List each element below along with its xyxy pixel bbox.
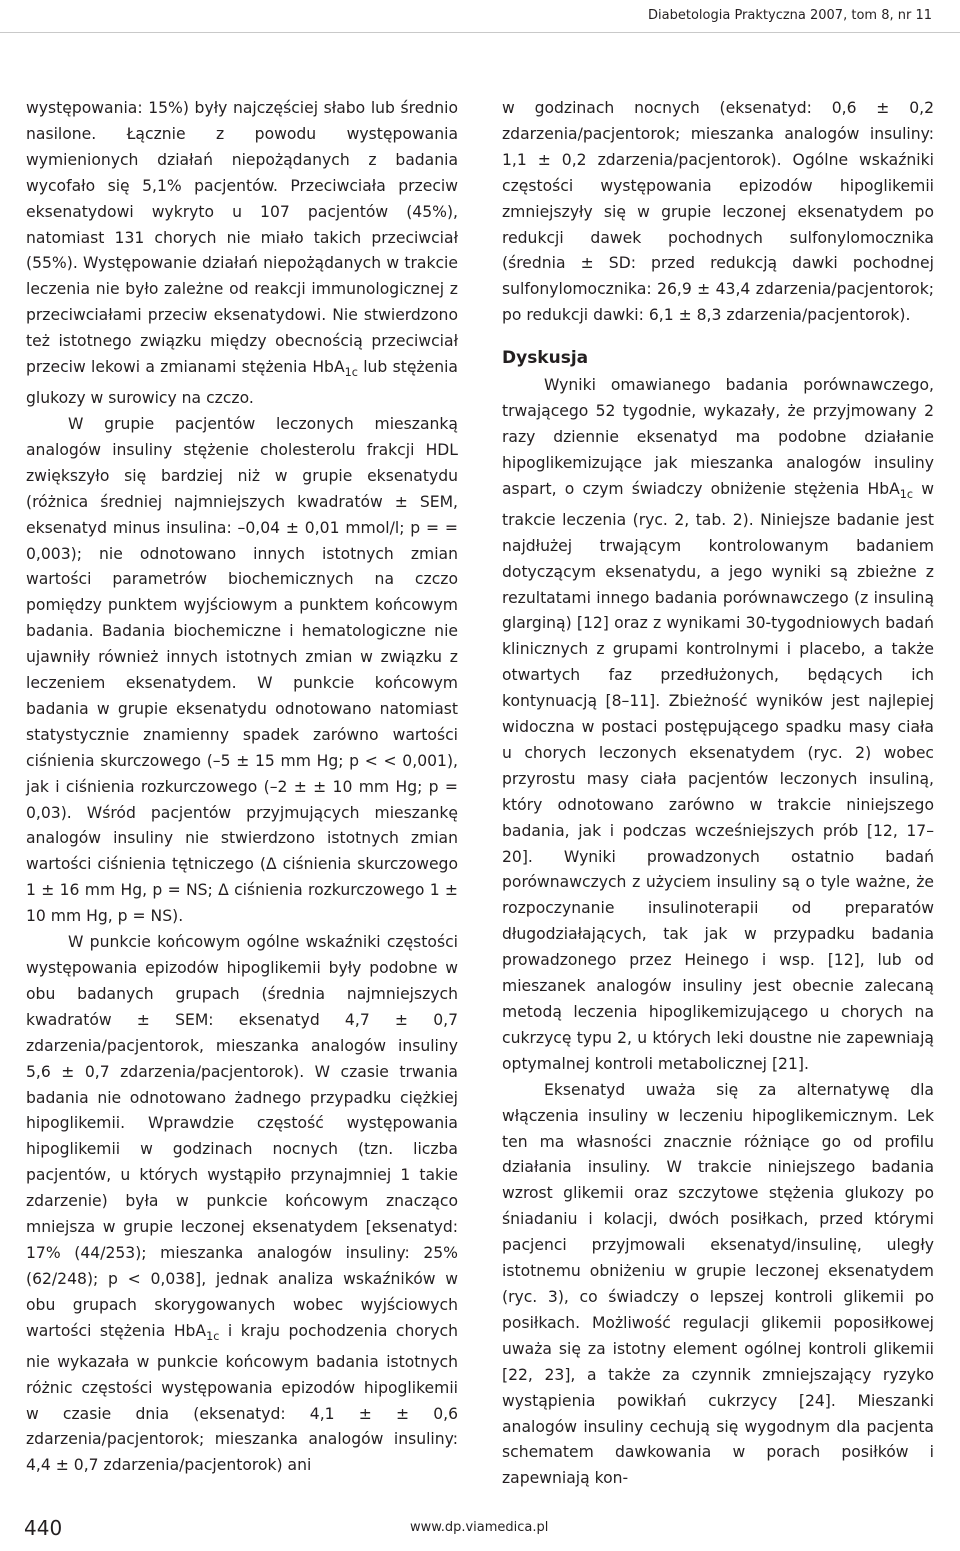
footer-url: www.dp.viamedica.pl bbox=[410, 1520, 549, 1535]
section-heading-dyskusja: Dyskusja bbox=[502, 348, 589, 369]
left-paragraph-3: W punkcie końcowym ogólne wskaźniki częstości występowania epizodów hipoglikemii były podobne w obu badanych grupach (średnia najmniejszych kwadratów ± SEM: eksenatyd 4,7 ± 0,7 zdarzenia/pacjentorok, mieszanka analogów insuliny 5,6 ± 0,7 zdarzenia/pacjentorok). W czasie trwania badania nie odnotowano żadnego przypadku ciężkiej hipoglikemii. Wprawdzie częstość występowania hipoglikemii w godzinach nocnych (tzn. liczba pacjentów, u których wystąpiło przynajmniej 1 takie zdarzenie) była w punkcie końcowym znacząco mniejsza w grupie leczonej eksenatydem [eksenatyd: 17% (44/253); mieszanka analogów insuliny: 25% (62/248); p < 0,038], jednak analiza wskaźników w obu grupach skorygowanych wobec wyjściowych wartości stężenia HbA$_{1c}$ i kraju pochodzenia chorych nie wykazała w punkcie końcowym badania istotnych różnic częstości występowania epizodów hipoglikemii w czasie dnia (eksenatyd: 4,1 ± ± 0,6 zdarzenia/pacjentorok; mieszanka analogów insuliny: 4,4 ± 0,7 zdarzenia/pacjentorok) ani bbox=[26, 933, 458, 1475]
running-head: Diabetologia Praktyczna 2007, tom 8, nr 11 bbox=[648, 8, 932, 23]
right-paragraph-1: w godzinach nocnych (eksenatyd: 0,6 ± 0,2 zdarzenia/pacjentorok; mieszanka analogów insuliny: 1,1 ± 0,2 zdarzenia/pacjentorok). Ogólne wskaźniki częstości występowania epizodów hipoglikemii zmniejszyły się w grupie leczonej eksenatydem po redukcji dawek pochodnych sulfonylomocznika (średnia ± SD: przed redukcją dawki pochodnej sulfonylomocznika: 26,9 ± 43,4 zdarzenia/pacjentorok; po redukcji dawki: 6,1 ± 8,3 zdarzenia/pacjentorok). bbox=[502, 99, 934, 325]
right-paragraph-3: Eksenatyd uważa się za alternatywę dla włączenia insuliny w leczeniu hipoglikemicznym. Lek ten ma własności znacznie różniące go od profilu działania insuliny. W trakcie niniejszego badania wzrost glikemii oraz szczytowe stężenia glukozy po śniadaniu i kolacji, dwóch posiłkach, przed którymi pacjenci przyjmowali eksenatyd/insulinę, uległy istotnemu obniżeniu w grupie leczonej eksenatydem (ryc. 3), co świadczy o lepszej kontroli glikemii po posiłkach. Możliwość regulacji glikemii poposiłkowej uważa się za istotny element ogólnej kontroli glikemii [22, 23], a także za czynnik zmniejszający ryzyko wystąpienia powikłań cukrzycy [24]. Mieszanki analogów insuliny cechują się wygodnym dla pacjenta schematem dawkowania w porach posiłków i zapewniają kon- bbox=[502, 1080, 934, 1488]
left-paragraph-1: występowania: 15%) były najczęściej słabo lub średnio nasilone. Łącznie z powodu występowania wymienionych działań niepożądanych z badania wycofało się 5,1% pacjentów. Przeciwciała przeciw eksenatydowi wykryto u 107 pacjentów (45%), natomiast 131 chorych nie miało takich przeciwciał (55%). Występowanie działań niepożądanych w trakcie leczenia nie było zależne od reakcji immunologicznej z przeciwciałami przeciw eksenatydowi. Nie stwierdzono też istotnego związku między obecnością przeciwciał przeciw lekowi a zmianami stężenia HbA$_{1c}$ lub stężenia glukozy w surowicy na czczo. bbox=[26, 99, 458, 408]
header-divider bbox=[0, 32, 960, 33]
right-column bbox=[502, 96, 934, 1492]
right-paragraph-2: Wyniki omawianego badania porównawczego, trwającego 52 tygodnie, wykazały, że przyjmowany 2 razy dziennie eksenatyd ma podobne działanie hipoglikemizujące jak mieszanka analogów insuliny aspart, o czym świadczy obniżenie stężenia HbA$_{1c}$ w trakcie leczenia (ryc. 2, tab. 2). Niniejsze badanie jest najdłużej trwającym kontrolowanym badaniem dotyczącym eksenatydu, a jego wyniki są zbieżne z rezultatami innego badania porównawczego (z insuliną glarginą) [12] oraz z wynikami 30-tygodniowych badań klinicznych z grupami kontrolnymi i placebo, a także otwartych faz przedłużonych, będących ich kontynuacją [8–11]. Zbieżność wyników jest najlepiej widoczna w postaci postępującego spadku masy ciała u chorych leczonych eksenatydem (ryc. 2) wobec przyrostu masy ciała pacjentów leczonych insuliną, który odnotowano zarówno w trakcie niniejszego badania, jak i podczas wcześniejszych prób [12, 17–20]. Wyniki prowadzonych ostatnio badań porównawczych z użyciem insuliny są o tyle ważne, że rozpoczynanie insulinoterapii od preparatów długodziałających, tak jak w przypadku badania prowadzonego przez Heinego i wsp. [12], lub od mieszanek analogów insuliny jest obecnie zalecaną metodą leczenia hipoglikemizującego u chorych na cukrzycę typu 2, u których leki doustne nie zapewniają optymalnej kontroli metabolicznej [21]. bbox=[502, 376, 934, 1073]
page-number: 440 bbox=[24, 1516, 63, 1540]
left-paragraph-2: W grupie pacjentów leczonych mieszanką analogów insuliny stężenie cholesterolu frakcji HDL zwiększyło się bardziej niż w grupie eksenatydu (różnica średniej najmniejszych kwadratów ± SEM, eksenatyd minus insulina: –0,04 ± 0,01 mmol/l; p = = 0,003); nie odnotowano innych istotnych zmian wartości parametrów biochemicznych na czczo pomiędzy punktem wyjściowym a punktem końcowym badania. Badania biochemiczne i hematologiczne nie ujawniły również innych istotnych zmian w związku z leczeniem eksenatydem. W punkcie końcowym badania w grupie eksenatydu odnotowano natomiast statystycznie znamienny spadek zarówno wartości ciśnienia skurczowego (–5 ± 15 mm Hg; p < < 0,001), jak i ciśnienia rozkurczowego (–2 ± ± 10 mm Hg; p = 0,03). Wśród pacjentów przyjmujących mieszankę analogów insuliny nie stwierdzono istotnych zmian wartości ciśnienia tętniczego (Δ ciśnienia skurczowego 1 ± 16 mm Hg, p = NS; Δ ciśnienia rozkurczowego 1 ± 10 mm Hg, p = NS). bbox=[26, 414, 458, 926]
left-column bbox=[26, 96, 458, 1479]
